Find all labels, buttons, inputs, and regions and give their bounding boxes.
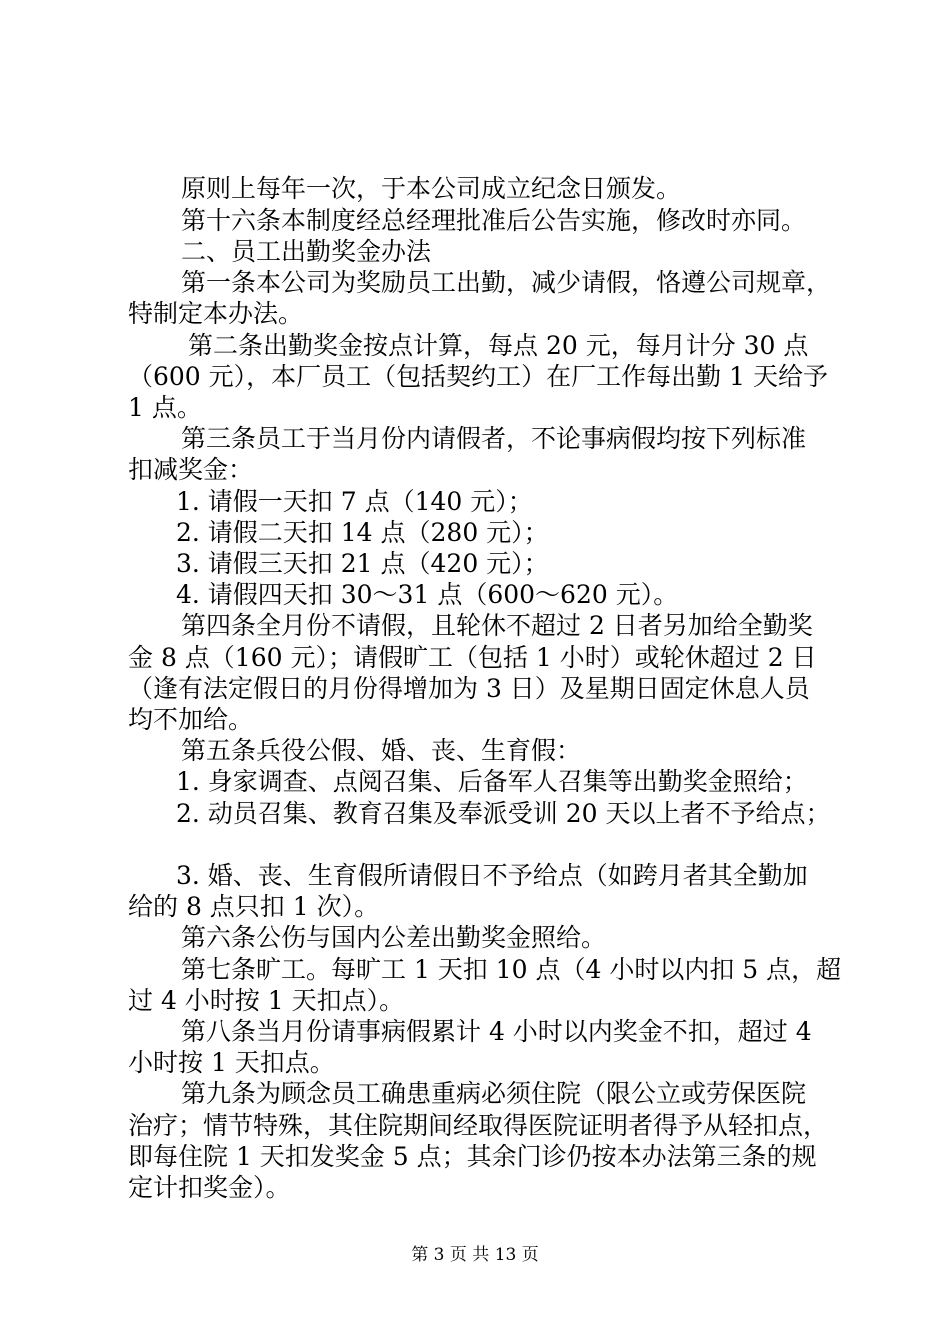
- text-line: 1. 身家调查、点阅召集、后备军人召集等出勤奖金照给；: [176, 767, 808, 796]
- text-line: 过 4 小时按 1 天扣点）。: [128, 986, 405, 1015]
- text-line: 2. 请假二天扣 14 点（280 元）；: [176, 518, 549, 547]
- text-line: 第四条全月份不请假，且轮休不超过 2 日者另加给全勤奖: [181, 611, 813, 640]
- text-line: 第八条当月份请事病假累计 4 小时以内奖金不扣，超过 4: [181, 1017, 812, 1046]
- text-line: 治疗；情节特殊，其住院期间经取得医院证明者得予从轻扣点，: [128, 1111, 829, 1140]
- text-line: 2. 动员召集、教育召集及奉派受训 20 天以上者不予给点；: [176, 799, 831, 828]
- text-line: （600 元），本厂员工（包括契约工）在厂工作每出勤 1 天给予: [128, 362, 828, 391]
- text-line: 3. 请假三天扣 21 点（420 元）；: [176, 549, 549, 578]
- text-line: 第二条出勤奖金按点计算，每点 20 元，每月计分 30 点: [188, 331, 809, 360]
- text-line: 第九条为顾念员工确患重病必须住院（限公立或劳保医院: [181, 1079, 807, 1108]
- text-line: 均不加给。: [128, 705, 254, 734]
- text-line: 3. 婚、丧、生育假所请假日不予给点（如跨月者其全勤加: [176, 861, 808, 890]
- text-line: 定计扣奖金）。: [128, 1173, 291, 1202]
- text-line: 原则上每年一次，于本公司成立纪念日颁发。: [181, 174, 682, 203]
- text-line: 即每住院 1 天扣发奖金 5 点；其余门诊仍按本办法第三条的规: [128, 1142, 817, 1171]
- text-line: 扣减奖金：: [128, 455, 254, 484]
- text-line: 特制定本办法。: [128, 299, 304, 328]
- text-line: 第七条旷工。每旷工 1 天扣 10 点（4 小时以内扣 5 点，超: [181, 955, 842, 984]
- text-line: 小时按 1 天扣点。: [128, 1048, 335, 1077]
- text-line: 第六条公伤与国内公差出勤奖金照给。: [181, 923, 607, 952]
- text-line: 第一条本公司为奖励员工出勤，减少请假，恪遵公司规章，: [181, 268, 832, 297]
- text-line: 1 点。: [128, 393, 202, 422]
- text-line: 第三条员工于当月份内请假者，不论事病假均按下列标准: [181, 424, 807, 453]
- text-line: 第五条兵役公假、婚、丧、生育假：: [181, 736, 582, 765]
- text-line: 4. 请假四天扣 30～31 点（600～620 元）。: [176, 580, 679, 609]
- text-line: （逢有法定假日的月份得增加为 3 日）及星期日固定休息人员: [128, 674, 810, 703]
- text-line: 第十六条本制度经总经理批准后公告实施，修改时亦同。: [181, 206, 807, 235]
- text-line: 给的 8 点只扣 1 次）。: [128, 892, 380, 921]
- page-footer: 第 3 页 共 13 页: [411, 1245, 539, 1265]
- text-line: 金 8 点（160 元）；请假旷工（包括 1 小时）或轮休超过 2 日: [128, 643, 817, 672]
- text-line: 二、员工出勤奖金办法: [181, 237, 432, 266]
- text-line: 1. 请假一天扣 7 点（140 元）；: [176, 487, 533, 516]
